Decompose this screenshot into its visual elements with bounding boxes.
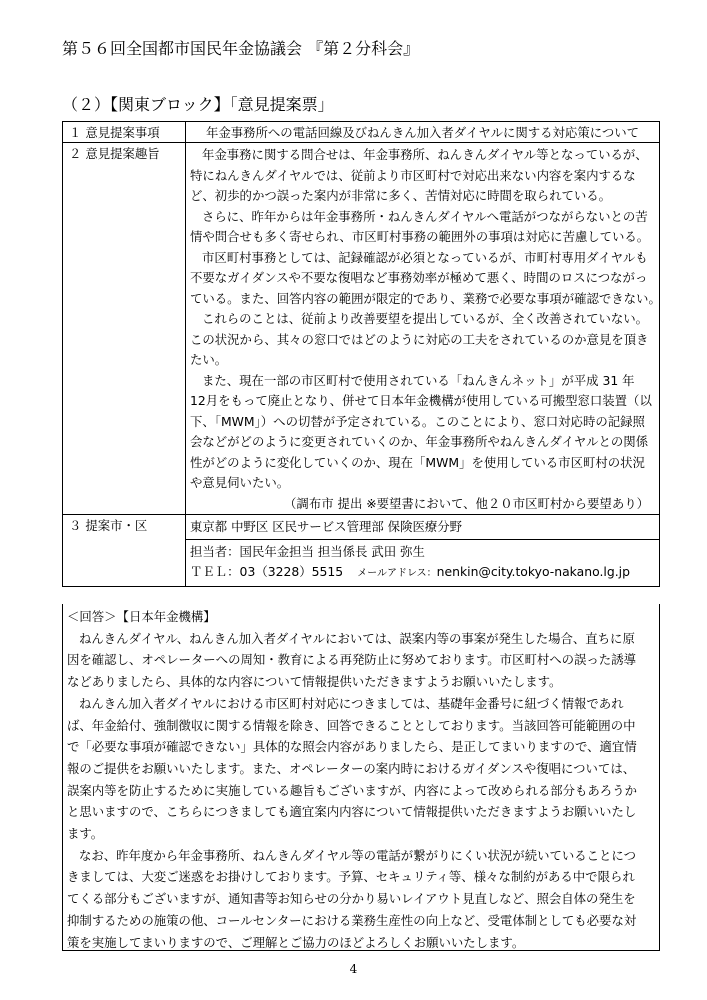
text-line: ど、初歩的かつ誤った案内が非常に多く、苦情対応に時間を取られている。 xyxy=(190,188,612,203)
text-line: これらのことは、従前より改善要望を提出しているが、全く改善されていない。 xyxy=(202,311,649,326)
text-line: 12月をもって廃止となり、併せて日本年金機構が使用している可搬型窓口装置（以 xyxy=(190,393,652,408)
purpose-text xyxy=(190,145,661,494)
proposal-row-proposer xyxy=(63,515,660,587)
item1-value: 年金事務所への電話回線及びねんきん加入者ダイヤルに関する対応策について xyxy=(186,122,660,143)
item3-label: ３ 提案市・区 xyxy=(63,515,186,587)
answer-text xyxy=(67,628,655,954)
text-line: ねんきんダイヤル、ねんきん加入者ダイヤルにおいては、誤案内等の事案が発生した場合、直ちに原 xyxy=(79,630,635,646)
item2-body xyxy=(186,143,660,515)
text-line: てくる部分もございますが、通知書等お知らせの分かり易いレイアウト見直しなど、照会自体の発生を xyxy=(67,891,636,907)
text-line: ている。また、回答内容の範囲が限定的であり、業務で必要な事項が確認できない。 xyxy=(190,290,661,306)
text-line: 性がどのように変化していくのか、現在「MWM」を使用している市区町村の状況 xyxy=(190,454,645,470)
text-line: などありましたら、具体的な内容について情報提供いただきますようお願いいたします。 xyxy=(67,674,562,690)
text-line: 報のご提供をお願いいたします。また、オペレーターの案内時におけるガイダンスや復唱については、 xyxy=(67,760,636,776)
proposal-table xyxy=(62,121,660,587)
contact-email: nenkin@city.tokyo-nakano.lg.jp xyxy=(436,564,630,579)
text-line: この状況から、其々の窓口ではどのように対応の工夫をされているのか意見を頂き xyxy=(190,331,649,347)
proposal-row-item xyxy=(63,122,660,143)
text-line: 市区町村事務としては、記録確認が必須となっているが、市町村専用ダイヤルも xyxy=(202,249,648,265)
text-line: なお、昨年度から年金事務所、ねんきんダイヤル等の電話が繋がりにくい状況が続いていることにつ xyxy=(79,847,636,863)
text-line: 不要なガイダンスや不要な復唱など事務効率が極めて悪く、時間のロスにつながっ xyxy=(190,270,648,285)
text-line: と思いますので、こちらにつきましても適宜案内内容について情報提供いただきますようお願いいたし xyxy=(67,804,637,820)
text-line: ます。 xyxy=(67,826,104,842)
answer-box xyxy=(62,604,660,951)
text-line: 誤案内等を防止するために実施している趣旨もございますが、内容によって改められる部分もあろうか xyxy=(67,782,637,798)
contact-person: 担当者：国民年金担当 担当係長 武田 弥生 xyxy=(190,544,425,559)
answer-heading: ＜回答＞【日本年金機構】 xyxy=(67,609,216,624)
text-line: 策を実施してまいりますので、ご理解とご協力のほどよろしくお願いいたします。 xyxy=(67,934,525,950)
text-line: ねんきん加入者ダイヤルにおける市区町村対応につきましては、基礎年金番号に紐づく情報であれ xyxy=(79,695,624,711)
text-line: 特にねんきんダイヤルでは、従前より市区町村で対応出来ない内容を案内するな xyxy=(190,167,636,183)
text-line: や意見伺いたい。 xyxy=(190,475,290,490)
item2-label: ２ 意見提案趣旨 xyxy=(63,143,186,515)
text-line: 下、「MWM」）への切替が予定されている。このことにより、窓口対応時の記録照 xyxy=(190,413,645,429)
page-title: 第５６回全国都市国民年金協議会 『第２分科会』 xyxy=(62,39,420,58)
text-line: で「必要な事項が確認できない」具体的な照会内容がありましたら、是正してまいりますので、適宜情 xyxy=(67,739,637,755)
text-line: きましては、大変ご迷惑をお掛けしております。予算、セキュリティ等、様々な制約がある中で限られ xyxy=(67,869,635,885)
contact-tel: ＴＥＬ：03（3228）5515 xyxy=(190,564,344,579)
text-line: 抑制するための施策の他、コールセンターにおける業務生産性の向上など、受電体制としても必要な対 xyxy=(67,912,637,928)
proposer-contact xyxy=(186,540,659,586)
text-line: たい。 xyxy=(190,352,228,367)
item3-body xyxy=(186,515,660,587)
text-line: 年金事務に関する問合せは、年金事務所、ねんきんダイヤル等となっているが、 xyxy=(202,147,648,162)
purpose-note: （調布市 提出 ※要望書において、他２０市区町村から要望あり） xyxy=(284,495,649,511)
text-line: ば、年金給付、強制徴収に関する情報を除き、回答できることとしております。当該回答可能範囲の中 xyxy=(67,717,636,733)
text-line: 会などがどのように変更されていくのか、年金事務所やねんきんダイヤルとの関係 xyxy=(190,434,649,449)
text-line: さらに、昨年からは年金事務所・ねんきんダイヤルへ電話がつながらないとの苦 xyxy=(202,208,648,224)
proposal-row-purpose xyxy=(63,143,660,515)
proposer-org: 東京都 中野区 区民サービス管理部 保険医療分野 xyxy=(186,515,659,540)
text-line: 情や問合せも多く寄せられ、市区町村事務の範囲外の事項は対応に苦慮している。 xyxy=(190,229,650,244)
email-label: メールアドレス： xyxy=(357,568,437,579)
text-line: 因を確認し、オペレーターへの周知・教育による再発防止に努めております。市区町村への誤った誘導 xyxy=(67,652,636,668)
section-subtitle: （２）【関東ブロック】「意見提案票」 xyxy=(62,95,334,114)
page-number: 4 xyxy=(349,962,358,976)
item1-label: １ 意見提案事項 xyxy=(63,122,186,143)
contact-line xyxy=(190,562,655,584)
text-line: また、現在一部の市区町村で使用されている「ねんきんネット」が平成 31 年 xyxy=(202,372,635,388)
